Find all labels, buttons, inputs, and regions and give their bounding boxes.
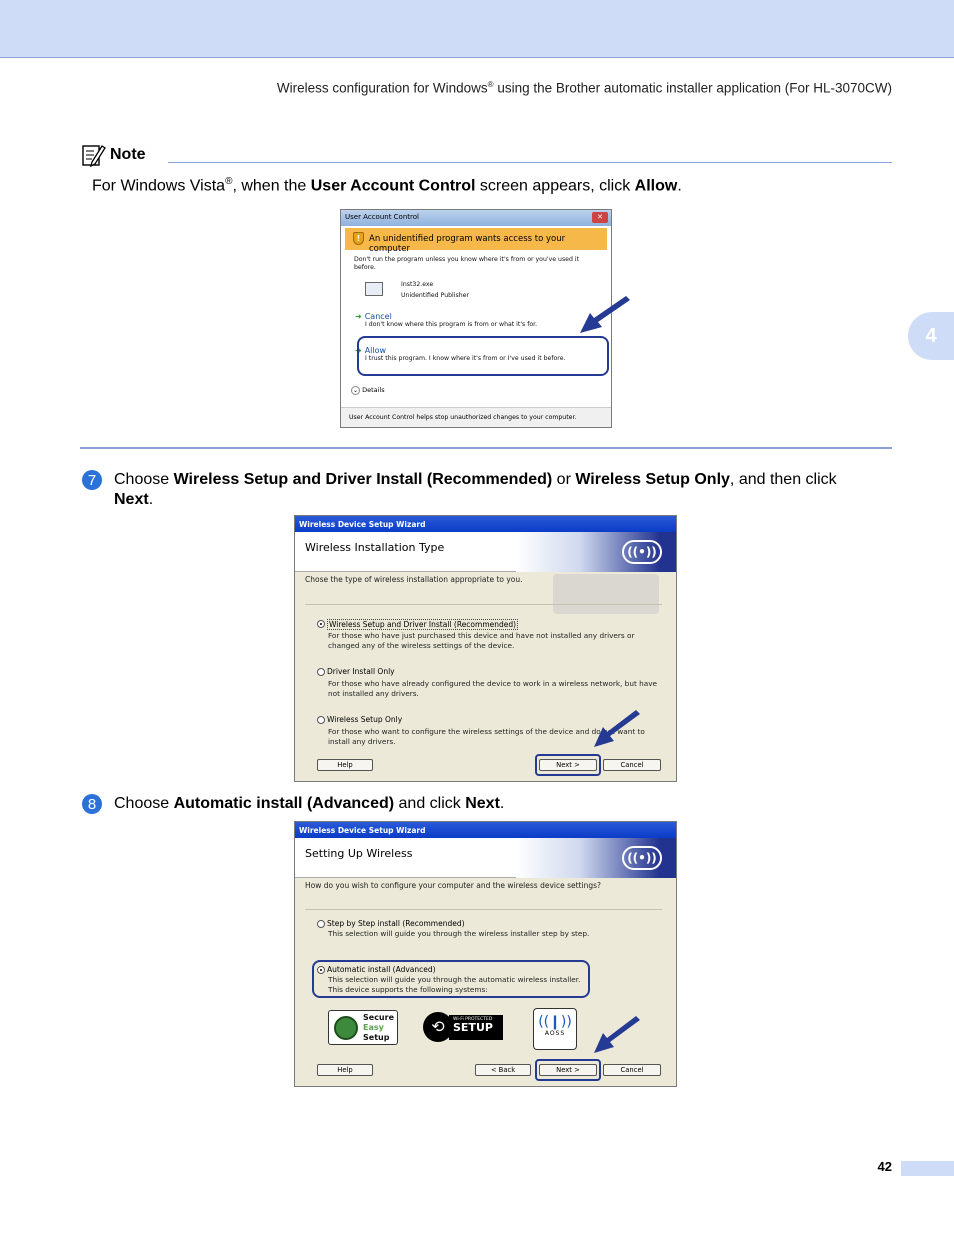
wizard-question: How do you wish to configure your computer and the wireless device settings? [305,881,601,890]
radio-step-by-step[interactable] [317,920,325,928]
printer-wireless-icon [553,574,659,614]
warning-shield-icon: ! [353,232,364,245]
close-icon: ✕ [592,212,608,223]
uac-warning-banner: ! An unidentified program wants access to your computer [345,228,607,250]
uac-allow-option: ➜ Allow I trust this program. I know where it's from or I've used it before. [355,346,566,362]
step-7-text: Choose Wireless Setup and Driver Install (Recommended) or Wireless Setup Only, and then click Next. [114,471,837,508]
cancel-button[interactable]: Cancel [603,1064,661,1076]
running-header: Wireless configuration for Windows® using the Brother automatic installer application (For HL-3070CW) [276,80,892,96]
option-desc: This selection will guide you through the wireless installer step by step. [328,929,590,938]
help-button[interactable]: Help [317,1064,373,1076]
radio-wireless-setup-and-driver[interactable] [317,620,325,628]
option-label: Automatic install (Advanced) [327,965,436,974]
step-7-number: 7 [82,470,102,490]
uac-program: Inst32.exe [401,281,434,288]
uac-details: ⌄ Details [352,386,385,394]
step-8-number: 8 [82,794,102,814]
back-button[interactable]: < Back [475,1064,531,1076]
pointer-arrow-icon [592,1016,642,1056]
option-desc: For those who have already configured the device to work in a wireless network, but have not installed any drivers. [328,679,658,698]
automatic-install-highlight [312,960,590,998]
chevron-down-icon: ⌄ [352,387,359,394]
option-desc: For those who want to configure the wireless settings of the device and do not want to install any drivers. [328,727,645,746]
next-button[interactable]: Next > [539,1064,597,1076]
allow-highlight [357,336,609,376]
note-heading [80,142,146,168]
wizard-titlebar: Wireless Device Setup Wizard [295,822,676,838]
cancel-button[interactable]: Cancel [603,759,661,771]
uac-footer: User Account Control helps stop unauthorized changes to your computer. [341,407,611,427]
note-text: For Windows Vista®, when the User Account Control screen appears, click Allow. [92,176,682,195]
pointer-arrow-icon [578,296,632,336]
next-highlight [535,754,601,776]
page-number: 42 [877,1159,892,1174]
wizard-header [295,838,676,878]
secure-easy-setup-logo: Secure Easy Setup [328,1010,398,1045]
page-tab [901,1161,954,1176]
wireless-waves-icon: ((❙)) [538,1014,572,1030]
next-button[interactable]: Next > [539,759,597,771]
wifi-protected-setup-logo: ⟲ Wi-Fi PROTECTED SETUP [423,1010,503,1045]
uac-dialog-screenshot [340,209,612,428]
note-end-rule [80,447,892,449]
wps-icon: ⟲ [423,1012,453,1042]
arrow-right-icon: ➜ [355,346,362,355]
note-pencil-icon [80,142,106,168]
wizard-header [295,532,676,572]
radio-wireless-setup-only[interactable] [317,716,325,724]
program-icon [365,282,383,296]
option-label: Step by Step install (Recommended) [327,919,465,928]
wizard-question: Chose the type of wireless installation appropriate to you. [305,575,523,584]
note-label: Note [110,146,146,163]
wifi-icon: ((•)) [622,846,662,870]
uac-intro: Don't run the program unless you know where it's from or you've used it before. [354,256,580,271]
option-label: Wireless Setup Only [327,715,403,724]
option-desc: This selection will guide you through the automatic wireless installer. This device supports the following systems: [328,975,581,994]
top-band [0,0,954,58]
aoss-logo: ((❙)) AOSS [533,1008,577,1050]
arrow-right-icon: ➜ [355,312,362,321]
chapter-tab: 4 [908,312,954,360]
wizard-heading: Setting Up Wireless [305,847,413,860]
help-button[interactable]: Help [317,759,373,771]
next-highlight [535,1059,601,1081]
option-desc: For those who have just purchased this device and have not installed any drivers or changed any of the wireless settings of the device. [328,631,635,650]
radio-driver-install-only[interactable] [317,668,325,676]
option-label: Wireless Setup and Driver Install (Recommended) [329,620,517,629]
step-8-text: Choose Automatic install (Advanced) and click Next. [114,795,505,812]
wifi-icon: ((•)) [622,540,662,564]
wizard-titlebar: Wireless Device Setup Wizard [295,516,676,532]
note-rule [168,162,892,163]
wizard-heading: Wireless Installation Type [305,541,445,554]
uac-titlebar: User Account Control ✕ [341,210,611,226]
pointer-arrow-icon [592,710,642,750]
uac-publisher: Unidentified Publisher [401,292,469,299]
uac-cancel-option: ➜ Cancel I don't know where this program is from or what it's for. [355,312,538,328]
option-label: Driver Install Only [327,667,395,676]
